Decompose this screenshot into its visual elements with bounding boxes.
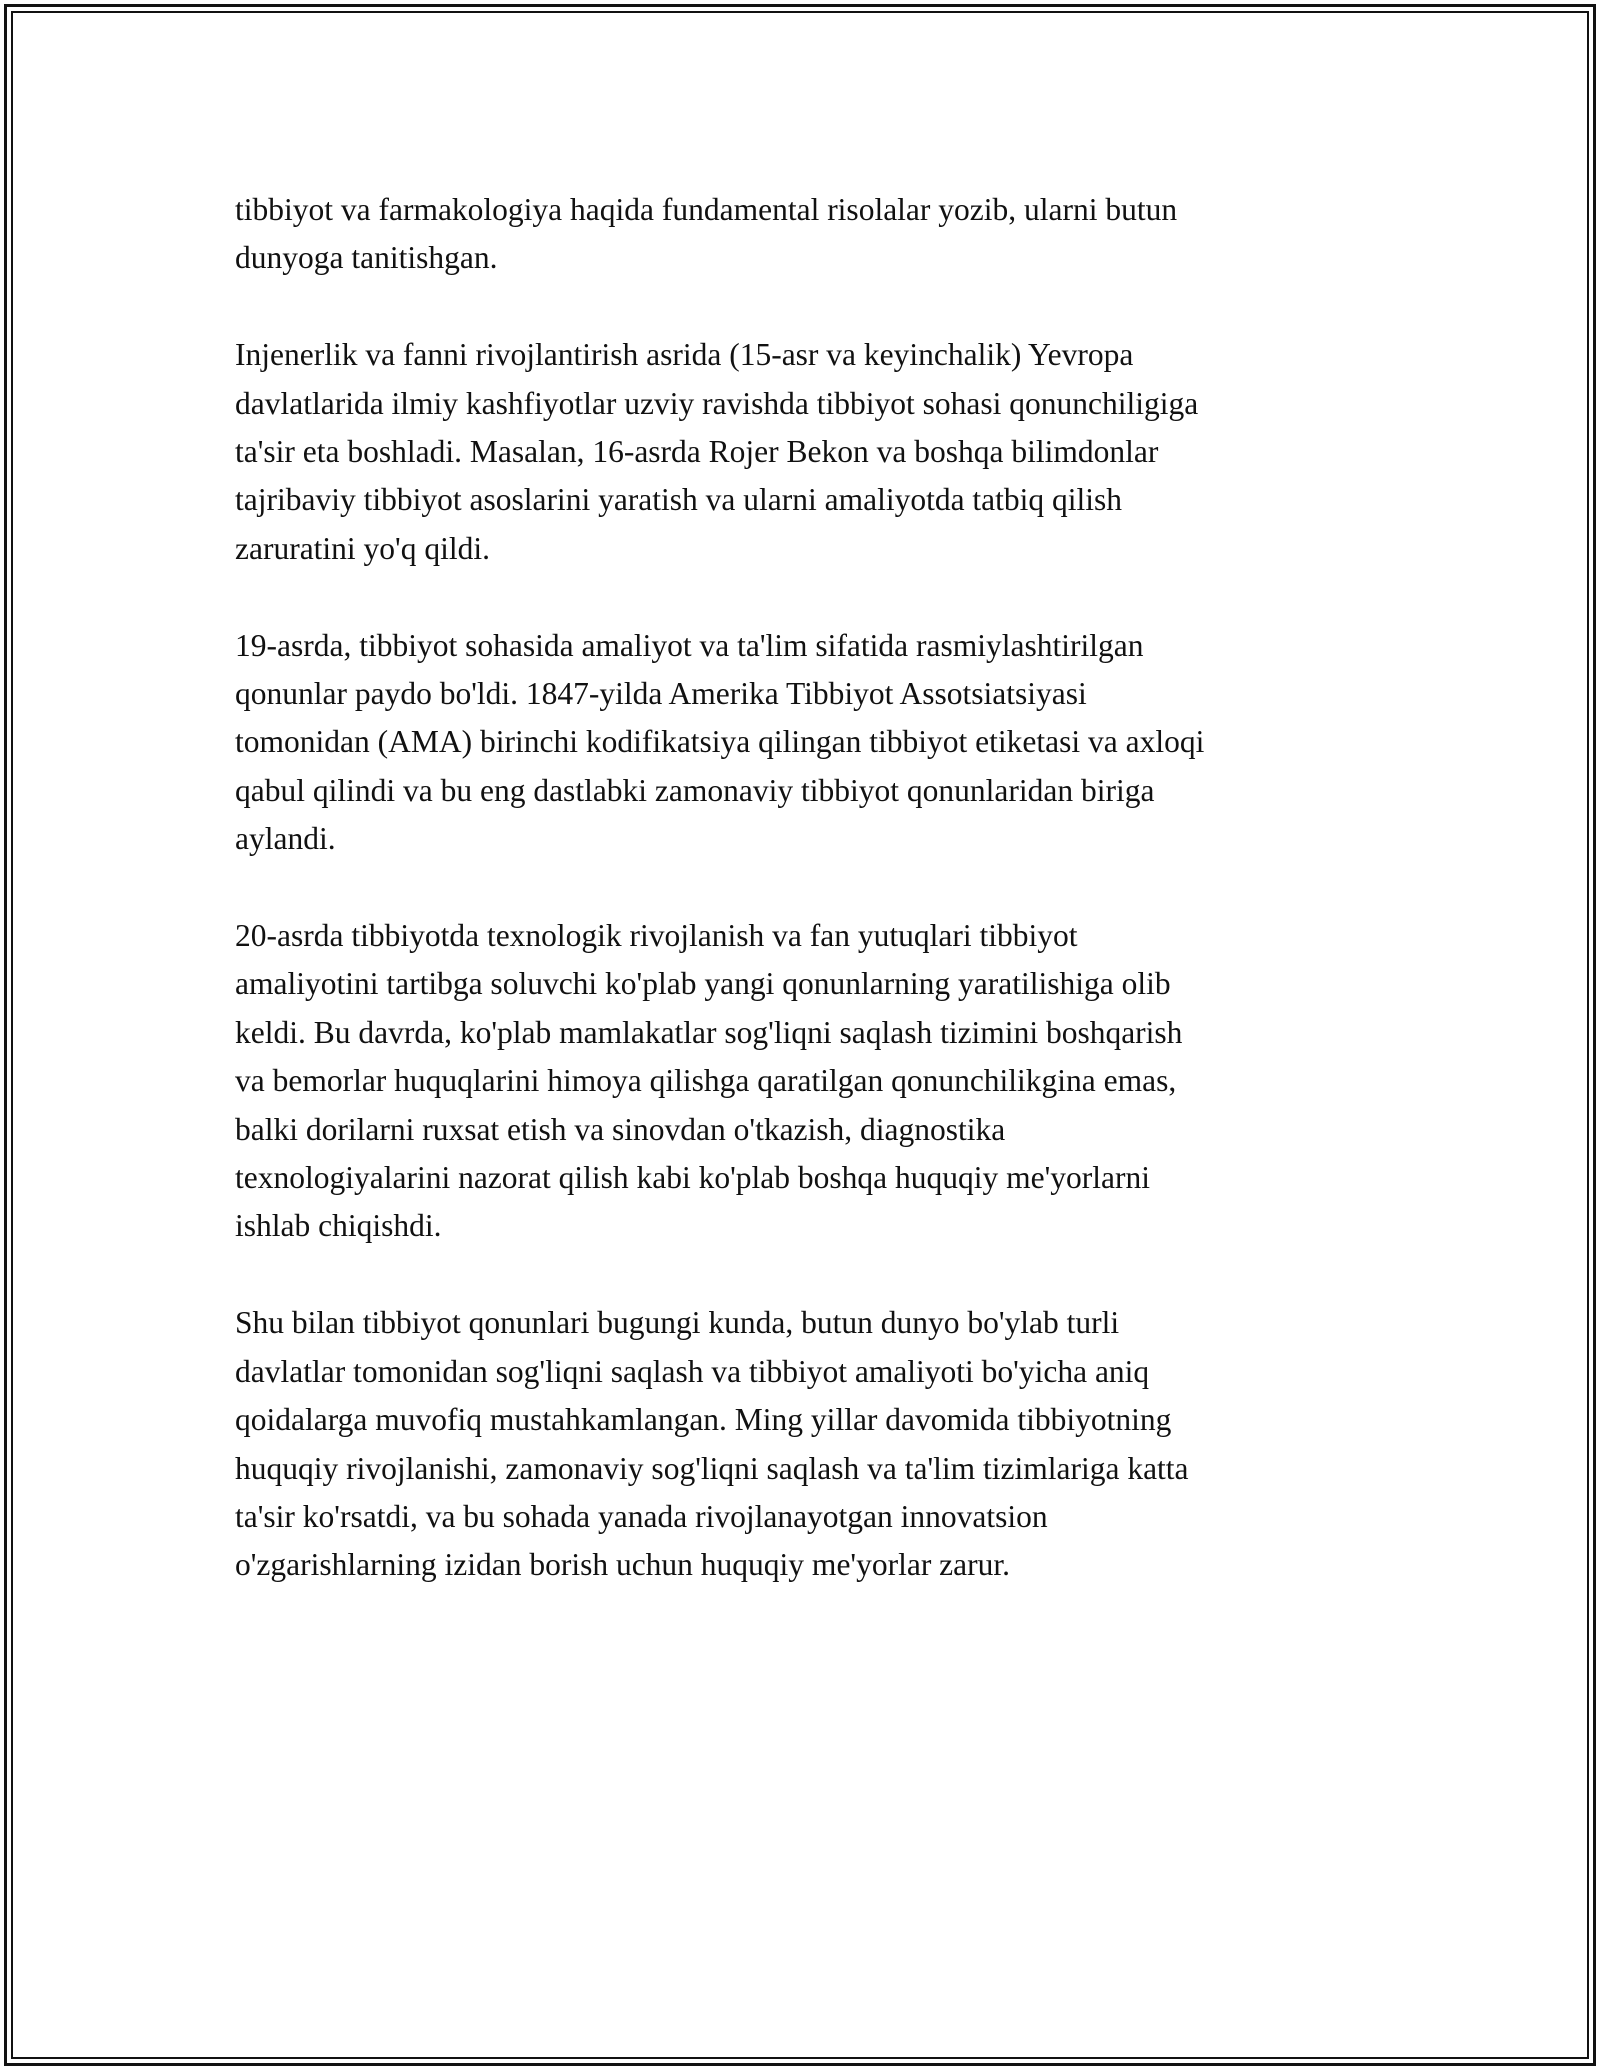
text-line: va bemorlar huquqlarini himoya qilishga qaratilgan qonunchilikgina emas, [235, 1063, 1177, 1099]
text-line: qonunlar paydo bo'ldi. 1847-yilda Amerika Tibbiyot Assotsiatsiyasi [235, 676, 1087, 712]
text-line: tajribaviy tibbiyot asoslarini yaratish va ularni amaliyotda tatbiq qilish [235, 482, 1123, 518]
paragraph-5 [235, 1299, 1375, 1589]
text-line: amaliyotini tartibga soluvchi ko'plab yangi qonunlarning yaratilishiga olib [235, 966, 1171, 1002]
text-line: 19-asrda, tibbiyot sohasida amaliyot va ta'lim sifatida rasmiylashtirilgan [235, 627, 1144, 663]
text-line: tibbiyot va farmakologiya haqida fundamental risolalar yozib, ularni butun [235, 192, 1178, 227]
text-line: davlatlar tomonidan sog'liqni saqlash va tibbiyot amaliyoti bo'yicha aniq [235, 1353, 1150, 1389]
text-line: huquqiy rivojlanishi, zamonaviy sog'liqni saqlash va ta'lim tizimlariga katta [235, 1450, 1189, 1486]
text-line: dunyoga tanitishgan. [235, 240, 498, 276]
text-line: davlatlarida ilmiy kashfiyotlar uzviy ravishda tibbiyot sohasi qonunchiligiga [235, 385, 1199, 421]
text-line: Injenerlik va fanni rivojlantirish asrida (15-asr va keyinchalik) Yevropa [235, 337, 1134, 373]
text-line: qoidalarga muvofiq mustahkamlangan. Ming yillar davomida tibbiyotning [235, 1402, 1172, 1438]
text-line: Shu bilan tibbiyot qonunlari bugungi kunda, butun dunyo bo'ylab turli [235, 1305, 1120, 1341]
document-body [235, 186, 1375, 1638]
text-line: ta'sir eta boshladi. Masalan, 16-asrda Rojer Bekon va boshqa bilimdonlar [235, 434, 1159, 470]
text-line: balki dorilarni ruxsat etish va sinovdan o'tkazish, diagnostika [235, 1111, 1006, 1147]
paragraph-1 [235, 186, 1375, 283]
text-line: zaruratini yo'q qildi. [235, 530, 490, 566]
text-line: 20-asrda tibbiyotda texnologik rivojlanish va fan yutuqlari tibbiyot [235, 918, 1078, 954]
text-line: qabul qilindi va bu eng dastlabki zamonaviy tibbiyot qonunlaridan biriga [235, 772, 1155, 808]
text-line: ishlab chiqishdi. [235, 1208, 442, 1244]
paragraph-3 [235, 622, 1375, 864]
text-line: aylandi. [235, 821, 336, 857]
text-line: tomonidan (AMA) birinchi kodifikatsiya qilingan tibbiyot etiketasi va axloqi [235, 724, 1205, 760]
text-line: o'zgarishlarning izidan borish uchun huquqiy me'yorlar zarur. [235, 1547, 1011, 1583]
text-line: ta'sir ko'rsatdi, va bu sohada yanada rivojlanayotgan innovatsion [235, 1498, 1048, 1534]
text-line: texnologiyalarini nazorat qilish kabi ko'plab boshqa huquqiy me'yorlarni [235, 1160, 1151, 1196]
text-line: keldi. Bu davrda, ko'plab mamlakatlar sog'liqni saqlash tizimini boshqarish [235, 1014, 1183, 1050]
paragraph-2 [235, 331, 1375, 573]
paragraph-4 [235, 912, 1375, 1251]
